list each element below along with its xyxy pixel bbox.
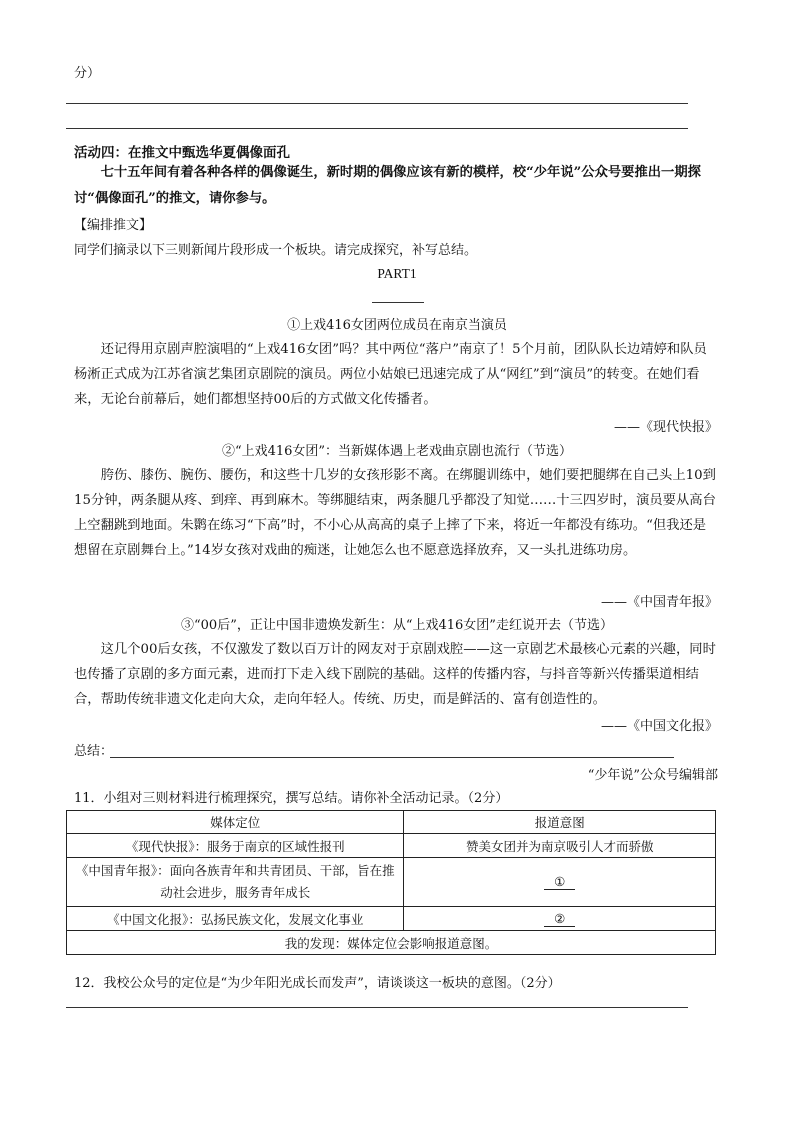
news-source-2: ——《中国青年报》 xyxy=(600,595,718,610)
table-cell-media: 《中国文化报》：弘扬民族文化，发展文化事业 xyxy=(67,907,404,931)
table-header-intent: 报道意图 xyxy=(404,811,716,834)
news-body-1: 还记得用京剧声腔演唱的“上戏416女团”吗？其中两位“落户”南京了！5个月前，团队队长边靖婷和队员杨淅正式成为江苏省演艺集团京剧院的演员。两位小姑娘已迅速完成了从“网红”到“演员”的转变。在她们看来，无论台前幕后，她们都想坚持00后的方式做文化传播者。 xyxy=(74,342,707,407)
news-title-3: ③“00后”，正让中国非遗焕发新生：从“上戏416女团”走红说开去（节选） xyxy=(181,618,613,633)
table-finding: 我的发现：媒体定位会影响报道意图。 xyxy=(67,931,716,955)
table-cell-media: 《现代快报》：服务于南京的区域性报刊 xyxy=(67,834,404,858)
table-row xyxy=(67,907,716,931)
answer-line xyxy=(66,103,688,104)
activity-title: 活动四：在推文中甄选华夏偶像面孔 xyxy=(74,145,290,161)
activity-record-table xyxy=(66,810,716,955)
answer-blank-2[interactable]: ② xyxy=(544,911,575,927)
question-12: 12．我校公众号的定位是“为少年阳光成长而发声”，请谈谈这一板块的意图。（2分） xyxy=(74,976,561,991)
news-title-1: ①上戏416女团两位成员在南京当演员 xyxy=(287,318,507,333)
summary-input-line[interactable] xyxy=(110,757,674,758)
section-bracket-label: 【编排推文】 xyxy=(74,218,153,233)
news-source-1: ——《现代快报》 xyxy=(613,420,718,435)
news-source-3: ——《中国文化报》 xyxy=(600,719,718,734)
answer-fragment: 分） xyxy=(74,66,101,81)
table-row xyxy=(67,834,716,858)
question-11: 11．小组对三则材料进行梳理探究，撰写总结。请你补全活动记录。（2分） xyxy=(74,791,509,806)
table-cell-intent: 赞美女团并为南京吸引人才而骄傲 xyxy=(404,834,716,858)
answer-line xyxy=(66,128,688,129)
table-row xyxy=(67,858,716,907)
editor-signature: “少年说”公众号编辑部 xyxy=(587,768,718,783)
activity-intro: 七十五年间有着各种各样的偶像诞生，新时期的偶像应该有新的模样，校“少年说”公众号要推出一期探讨“偶像面孔”的推文，请你参与。 xyxy=(74,165,701,206)
table-header-media: 媒体定位 xyxy=(67,811,404,834)
summary-label: 总结： xyxy=(74,744,114,759)
instruction-text: 同学们摘录以下三则新闻片段形成一个板块。请完成探究，补写总结。 xyxy=(74,243,478,258)
news-title-2: ②“上戏416女团”：当新媒体遇上老戏曲京剧也流行（节选） xyxy=(221,444,573,459)
answer-blank-1[interactable]: ① xyxy=(544,874,575,890)
news-body-2: 胯伤、膝伤、腕伤、腰伤，和这些十几岁的女孩形影不离。在绑腿训练中，她们要把腿绑在自己头上10到15分钟，两条腿从疼、到痒、再到麻木。等绑腿结束，两条腿几乎都没了知觉……十三四岁时，演员要从高台上空翻跳到地面。朱鹮在练习“下高”时，不小心从高高的桌子上摔了下来，将近一年都没有练功。“但我还是想留在京剧舞台上。”14岁女孩对戏曲的痴迷，让她怎么也不愿意选择放弃，又一头扎进练功房。 xyxy=(74,468,716,558)
part-label: PART1 xyxy=(377,266,417,281)
table-cell-media: 《中国青年报》：面向各族青年和共青团员、干部，旨在推动社会进步，服务青年成长 xyxy=(67,858,404,907)
title-blank-line xyxy=(372,302,424,303)
answer-line[interactable] xyxy=(66,1007,688,1008)
news-body-3: 这几个00后女孩，不仅激发了数以百万计的网友对于京剧戏腔——这一京剧艺术最核心元素的兴趣，同时也传播了京剧的多方面元素，进而打下走入线下剧院的基础。这样的传播内容，与抖音等新兴传播渠道相结合，帮助传统非遗文化走向大众，走向年轻人。传统、历史，而是鲜活的、富有创造性的。 xyxy=(74,642,716,707)
